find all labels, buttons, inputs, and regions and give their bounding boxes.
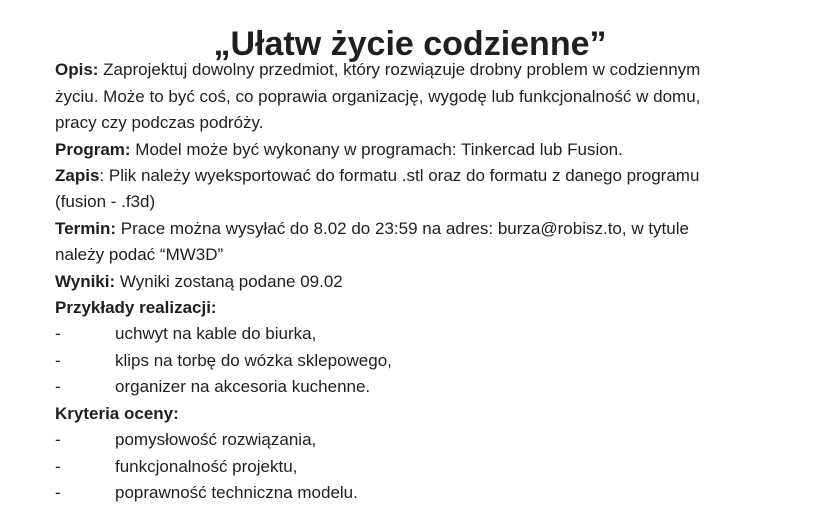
bullet-dash: - [55,430,61,450]
list-item [55,348,742,374]
paragraph-label: Wyniki: [55,271,116,291]
list-item [55,374,742,400]
paragraph-opis [55,57,742,136]
paragraph-label: Zapis [55,166,100,186]
bullet-dash: - [55,377,61,397]
paragraph-zapis [55,163,742,216]
paragraph-text: Prace można wysyłać do 8.02 do 23:59 na adres: burza@robisz.to, w tytule należy podać “MW3D” [55,218,689,265]
bullet-text: uchwyt na kable do biurka, [115,324,317,344]
paragraph-label: Program: [55,139,131,159]
paragraph-wyniki [55,269,742,295]
bullet-text: organizer na akcesoria kuchenne. [115,377,371,397]
paragraph-text: Model może być wykonany w programach: Tinkercad lub Fusion. [130,139,623,159]
bullet-dash: - [55,350,61,370]
bullet-dash: - [55,324,61,344]
bullet-text: funkcjonalność projektu, [115,456,298,476]
bullet-text: poprawność techniczna modelu. [115,482,358,502]
list-item [55,321,742,347]
bullet-text: klips na torbę do wózka sklepowego, [115,350,392,370]
list-item [55,480,742,506]
paragraph-program [55,137,742,163]
paragraph-text: Wyniki zostaną podane 09.02 [115,271,343,291]
bullet-dash: - [55,482,61,502]
bullet-text: pomysłowość rozwiązania, [115,430,317,450]
list-item [55,454,742,480]
bullet-dash: - [55,456,61,476]
section-heading-kryteria: Kryteria oceny: [55,403,179,423]
paragraph-label: Opis: [55,60,99,80]
paragraph-termin [55,216,742,269]
paragraph-text: Zaprojektuj dowolny przedmiot, który rozwiązuje drobny problem w codziennym życiu. Może to być coś, co poprawia organizację, wygodę lub funkcjonalność w domu, pracy czy podczas podróży. [55,60,701,133]
paragraph-text: : Plik należy wyeksportować do formatu .stl oraz do formatu z danego programu (fusion - .f3d) [55,166,700,212]
section-heading-przyklady: Przykłady realizacji: [55,298,217,318]
paragraph-label: Termin: [55,218,117,238]
list-item [55,427,742,453]
document-title: „Ułatw życie codzienne” [213,25,607,63]
